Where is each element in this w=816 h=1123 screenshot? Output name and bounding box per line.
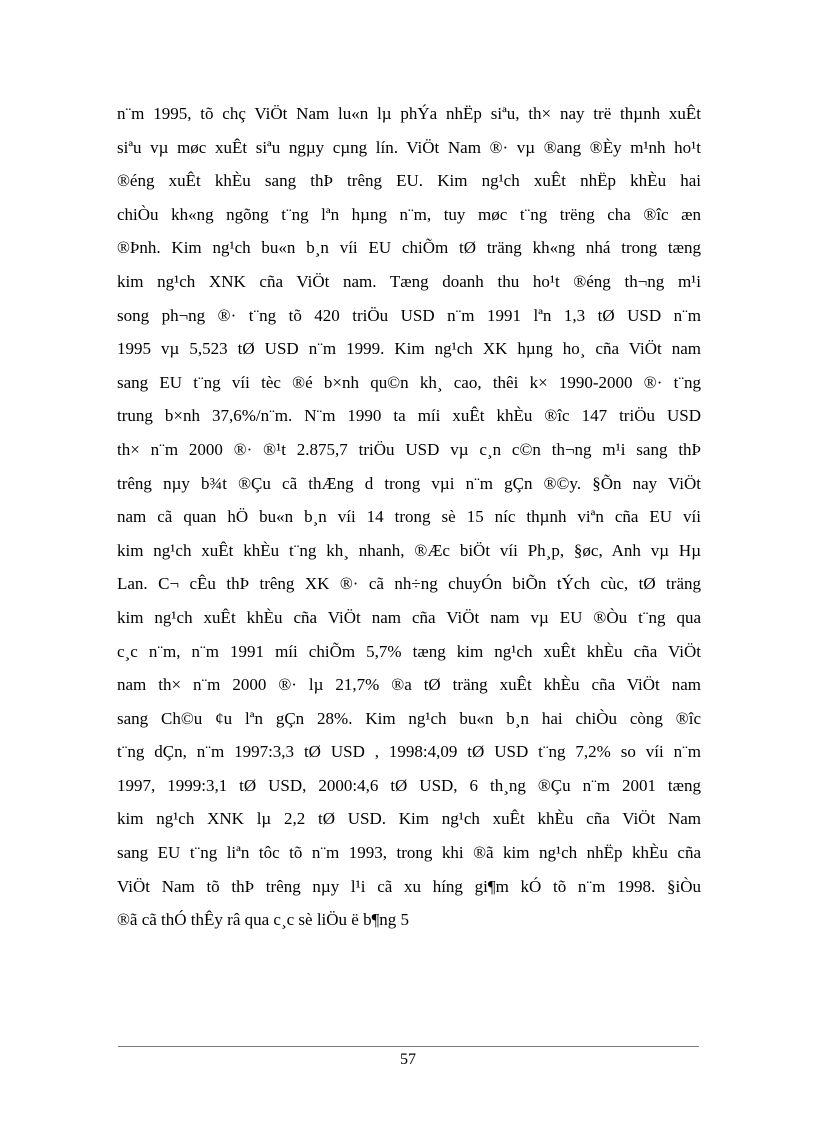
text-line: Lan. C¬ cÊu thÞ trêng XK ®· cã nh÷ng chuyÓn biÕn tÝch cùc, tØ träng — [117, 574, 701, 594]
text-line: chiÒu kh«ng ngõng t¨ng lªn hµng n¨m, tuy møc t¨ng trëng cha ®îc æn — [117, 204, 701, 224]
text-line: kim ng¹ch xuÊt khÈu t¨ng kh¸ nhanh, ®Æc biÖt víi Ph¸p, §øc, Anh vµ Hµ — [117, 540, 701, 560]
body-paragraph — [117, 97, 701, 937]
text-line: nam th× n¨m 2000 ®· lµ 21,7% ®a tØ träng xuÊt khÈu cña ViÖt nam — [117, 675, 701, 695]
text-line: trung b×nh 37,6%/n¨m. N¨m 1990 ta míi xuÊt khÈu ®îc 147 triÖu USD — [117, 406, 701, 426]
footer-divider — [118, 1046, 699, 1047]
text-line: song ph¬ng ®· t¨ng tõ 420 triÖu USD n¨m 1991 lªn 1,3 tØ USD n¨m — [117, 305, 701, 325]
text-line: 1995 vµ 5,523 tØ USD n¨m 1999. Kim ng¹ch XK hµng ho¸ cña ViÖt nam — [117, 339, 701, 359]
text-line: sang EU t¨ng liªn tôc tõ n¨m 1993, trong khi ®ã kim ng¹ch nhËp khÈu cña — [117, 843, 701, 863]
text-line: th× n¨m 2000 ®· ®¹t 2.875,7 triÖu USD vµ c¸n c©n th¬ng m¹i sang thÞ — [117, 439, 701, 459]
text-line: t¨ng dÇn, n¨m 1997:3,3 tØ USD , 1998:4,09 tØ USD t¨ng 7,2% so víi n¨m — [117, 742, 701, 762]
text-line: sang EU t¨ng víi tèc ®é b×nh qu©n kh¸ cao, thêi k× 1990-2000 ®· t¨ng — [117, 372, 701, 392]
text-line: ®Þnh. Kim ng¹ch bu«n b¸n víi EU chiÕm tØ träng kh«ng nhá trong tæng — [117, 238, 701, 258]
text-line: 1997, 1999:3,1 tØ USD, 2000:4,6 tØ USD, 6 th¸ng ®Çu n¨m 2001 tæng — [117, 775, 701, 795]
text-line: kim ng¹ch XNK lµ 2,2 tØ USD. Kim ng¹ch xuÊt khÈu cña ViÖt Nam — [117, 809, 701, 829]
text-line: siªu vµ møc xuÊt siªu ngµy cµng lín. ViÖt Nam ®· vµ ®ang ®Èy m¹nh ho¹t — [117, 137, 701, 157]
text-line: kim ng¹ch XNK cña ViÖt nam. Tæng doanh thu ho¹t ®éng th¬ng m¹i — [117, 271, 701, 291]
text-line: n¨m 1995, tõ chç ViÖt Nam lu«n lµ phÝa nhËp siªu, th× nay trë thµnh xuÊt — [117, 104, 701, 123]
text-line: ®ã cã thÓ thÊy râ qua c¸c sè liÖu ë b¶ng 5 — [117, 910, 410, 930]
text-line: kim ng¹ch xuÊt khÈu cña ViÖt nam cña ViÖt nam vµ EU ®Òu t¨ng qua — [117, 607, 701, 627]
text-line: sang Ch©u ¢u lªn gÇn 28%. Kim ng¹ch bu«n b¸n hai chiÒu còng ®îc — [117, 708, 701, 728]
text-line: trêng nµy b¾t ®Çu cã thÆng d trong vµi n¨m gÇn ®©y. §Õn nay ViÖt — [117, 473, 701, 493]
text-line: c¸c n¨m, n¨m 1991 míi chiÕm 5,7% tæng kim ng¹ch xuÊt khÈu cña ViÖt — [117, 641, 701, 661]
text-line: nam cã quan hÖ bu«n b¸n víi 14 trong sè 15 níc thµnh viªn cña EU víi — [117, 507, 701, 527]
text-line: ViÖt Nam tõ thÞ trêng nµy l¹i cã xu híng gi¶m kÓ tõ n¨m 1998. §iÒu — [117, 876, 701, 896]
page-number: 57 — [400, 1051, 416, 1068]
text-line: ®éng xuÊt khÈu sang thÞ trêng EU. Kim ng¹ch xuÊt nhËp khÈu hai — [117, 171, 701, 191]
